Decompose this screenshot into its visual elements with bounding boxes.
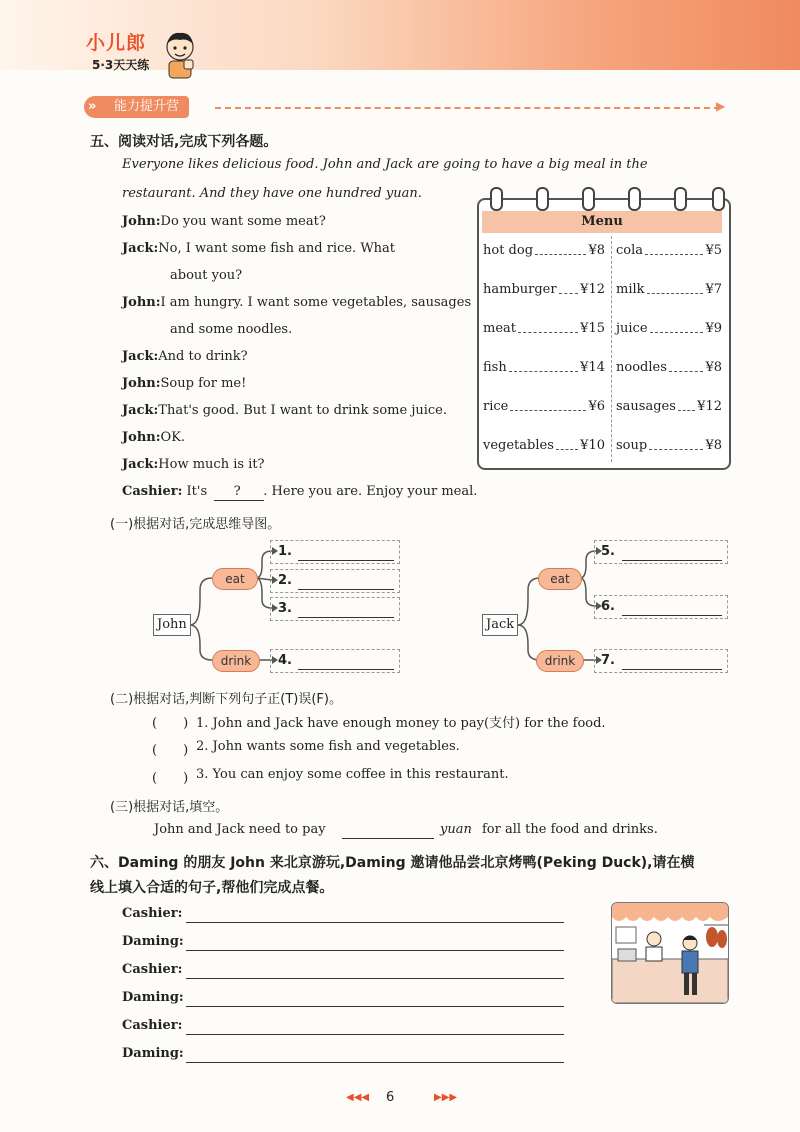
footer-left-arrows: ◀◀◀ xyxy=(346,1092,370,1103)
menu-price: ¥12 xyxy=(697,399,722,414)
part-3-title: (三)根据对话,填空。 xyxy=(110,800,229,815)
speaker: Jack: xyxy=(122,457,159,472)
answer-line xyxy=(622,560,722,561)
answer-line xyxy=(622,615,722,616)
role-label: Cashier: xyxy=(122,1018,183,1033)
menu-price: ¥15 xyxy=(580,321,605,336)
tf-statement-2: 2. John wants some fish and vegetables. xyxy=(196,739,460,754)
dialogue-text: And to drink? xyxy=(158,349,248,364)
speaker: Jack: xyxy=(122,349,159,364)
dialogue-text: I am hungry. I want some vegetables, sausages xyxy=(160,295,472,310)
menu-title: Menu xyxy=(482,211,722,233)
answer-line[interactable] xyxy=(186,978,564,979)
fill-after: for all the food and drinks. xyxy=(482,822,658,837)
restaurant-illustration xyxy=(611,902,729,1004)
question-6-title-1: 六、Daming 的朋友 John 来北京游玩,Daming 邀请他品尝北京烤鸭(Peking Duck),请在横 xyxy=(90,855,695,871)
shop-scene-icon xyxy=(612,903,728,1003)
menu-price: ¥8 xyxy=(705,438,722,453)
item-number: 6. xyxy=(601,599,615,614)
answer-line xyxy=(298,617,394,618)
speaker: John: xyxy=(122,214,161,229)
intro-line-1: Everyone likes delicious food. John and Jack are going to have a big meal in the xyxy=(122,157,648,172)
mindmap-root-john: John xyxy=(153,614,191,636)
menu-item-hamburger: hamburger xyxy=(483,282,557,297)
menu-price: ¥5 xyxy=(705,243,722,258)
speaker: Cashier: xyxy=(122,484,183,499)
cashier-before: It's xyxy=(186,484,208,499)
tf-statement-1: 1. John and Jack have enough money to pay(支付) for the food. xyxy=(196,716,606,731)
answer-line xyxy=(298,560,394,561)
dialogue-text: No, I want some fish and rice. What xyxy=(158,241,396,256)
menu-item-milk: milk xyxy=(616,282,645,297)
menu-price: ¥14 xyxy=(580,360,605,375)
question-5-title: 五、阅读对话,完成下列各题。 xyxy=(90,134,278,150)
dialogue-text: That's good. But I want to drink some juice. xyxy=(158,403,447,418)
mindmap-drink-john: drink xyxy=(212,650,260,672)
item-number: 2. xyxy=(278,573,292,588)
answer-blank[interactable]: ? xyxy=(233,484,241,499)
item-number: 4. xyxy=(278,653,292,668)
menu-price: ¥8 xyxy=(705,360,722,375)
menu-item-rice: rice xyxy=(483,399,509,414)
role-label: Daming: xyxy=(122,990,184,1005)
item-number: 7. xyxy=(601,653,615,668)
speaker: John: xyxy=(122,295,161,310)
menu-price: ¥7 xyxy=(705,282,722,297)
section-banner: 能力提升营 xyxy=(84,96,189,118)
role-label: Cashier: xyxy=(122,906,183,921)
menu-price: ¥9 xyxy=(705,321,722,336)
fill-before: John and Jack need to pay xyxy=(154,822,326,837)
fill-unit: yuan xyxy=(440,822,472,837)
menu-item-hot-dog: hot dog xyxy=(483,243,534,258)
answer-line[interactable] xyxy=(186,1034,564,1035)
menu-price: ¥6 xyxy=(588,399,605,414)
part-2-title: (二)根据对话,判断下列句子正(T)误(F)。 xyxy=(110,692,342,707)
menu-item-fish: fish xyxy=(483,360,507,375)
item-number: 1. xyxy=(278,544,292,559)
brand-logo: 小儿郎 xyxy=(86,32,147,54)
intro-line-2: restaurant. And they have one hundred yuan. xyxy=(122,186,422,201)
role-label: Daming: xyxy=(122,934,184,949)
mindmap-root-jack: Jack xyxy=(482,614,518,636)
item-number: 5. xyxy=(601,544,615,559)
tf-paren-2[interactable]: ( ) xyxy=(152,743,189,758)
dialogue-text: OK. xyxy=(160,430,186,445)
mindmap-eat-jack: eat xyxy=(538,568,582,590)
double-chevron-icon: » xyxy=(88,99,97,114)
menu-item-meat: meat xyxy=(483,321,516,336)
mindmap-drink-jack: drink xyxy=(536,650,584,672)
answer-line xyxy=(298,589,394,590)
answer-line[interactable] xyxy=(186,1062,564,1063)
menu-item-soup: soup xyxy=(616,438,648,453)
dialogue-text: Do you want some meat? xyxy=(160,214,326,229)
menu-item-cola: cola xyxy=(616,243,644,258)
menu-item-juice: juice xyxy=(616,321,648,336)
brand-subtitle: 5·3天天练 xyxy=(92,58,150,72)
speaker: Jack: xyxy=(122,403,159,418)
mindmap-eat-john: eat xyxy=(212,568,258,590)
part-1-title: (一)根据对话,完成思维导图。 xyxy=(110,517,281,532)
menu-price: ¥10 xyxy=(580,438,605,453)
speaker: John: xyxy=(122,376,161,391)
role-label: Daming: xyxy=(122,1046,184,1061)
question-6-title-2: 线上填入合适的句子,帮他们完成点餐。 xyxy=(90,880,334,896)
page-number: 6 xyxy=(386,1090,395,1105)
item-number: 3. xyxy=(278,601,292,616)
tf-paren-1[interactable]: ( ) xyxy=(152,716,189,731)
fill-blank[interactable] xyxy=(342,838,434,839)
answer-line[interactable] xyxy=(186,950,564,951)
speaker: Jack: xyxy=(122,241,159,256)
answer-line xyxy=(298,669,394,670)
cashier-after: . Here you are. Enjoy your meal. xyxy=(263,484,478,499)
answer-line[interactable] xyxy=(186,1006,564,1007)
menu-item-vegetables: vegetables xyxy=(483,438,554,453)
dialogue-text: about you? xyxy=(170,268,243,283)
tf-statement-3: 3. You can enjoy some coffee in this restaurant. xyxy=(196,767,509,782)
dialogue-text: Soup for me! xyxy=(160,376,247,391)
menu-price: ¥12 xyxy=(580,282,605,297)
menu-item-noodles: noodles xyxy=(616,360,667,375)
answer-line xyxy=(622,669,722,670)
tf-paren-3[interactable]: ( ) xyxy=(152,771,189,786)
speaker: John: xyxy=(122,430,161,445)
dialogue-text: How much is it? xyxy=(158,457,265,472)
footer-right-arrows: ▶▶▶ xyxy=(434,1092,458,1103)
answer-line[interactable] xyxy=(186,922,564,923)
dialogue-text: and some noodles. xyxy=(170,322,293,337)
arrow-right-icon: ▶ xyxy=(716,99,726,113)
menu-item-sausages: sausages xyxy=(616,399,676,414)
menu-price: ¥8 xyxy=(588,243,605,258)
role-label: Cashier: xyxy=(122,962,183,977)
